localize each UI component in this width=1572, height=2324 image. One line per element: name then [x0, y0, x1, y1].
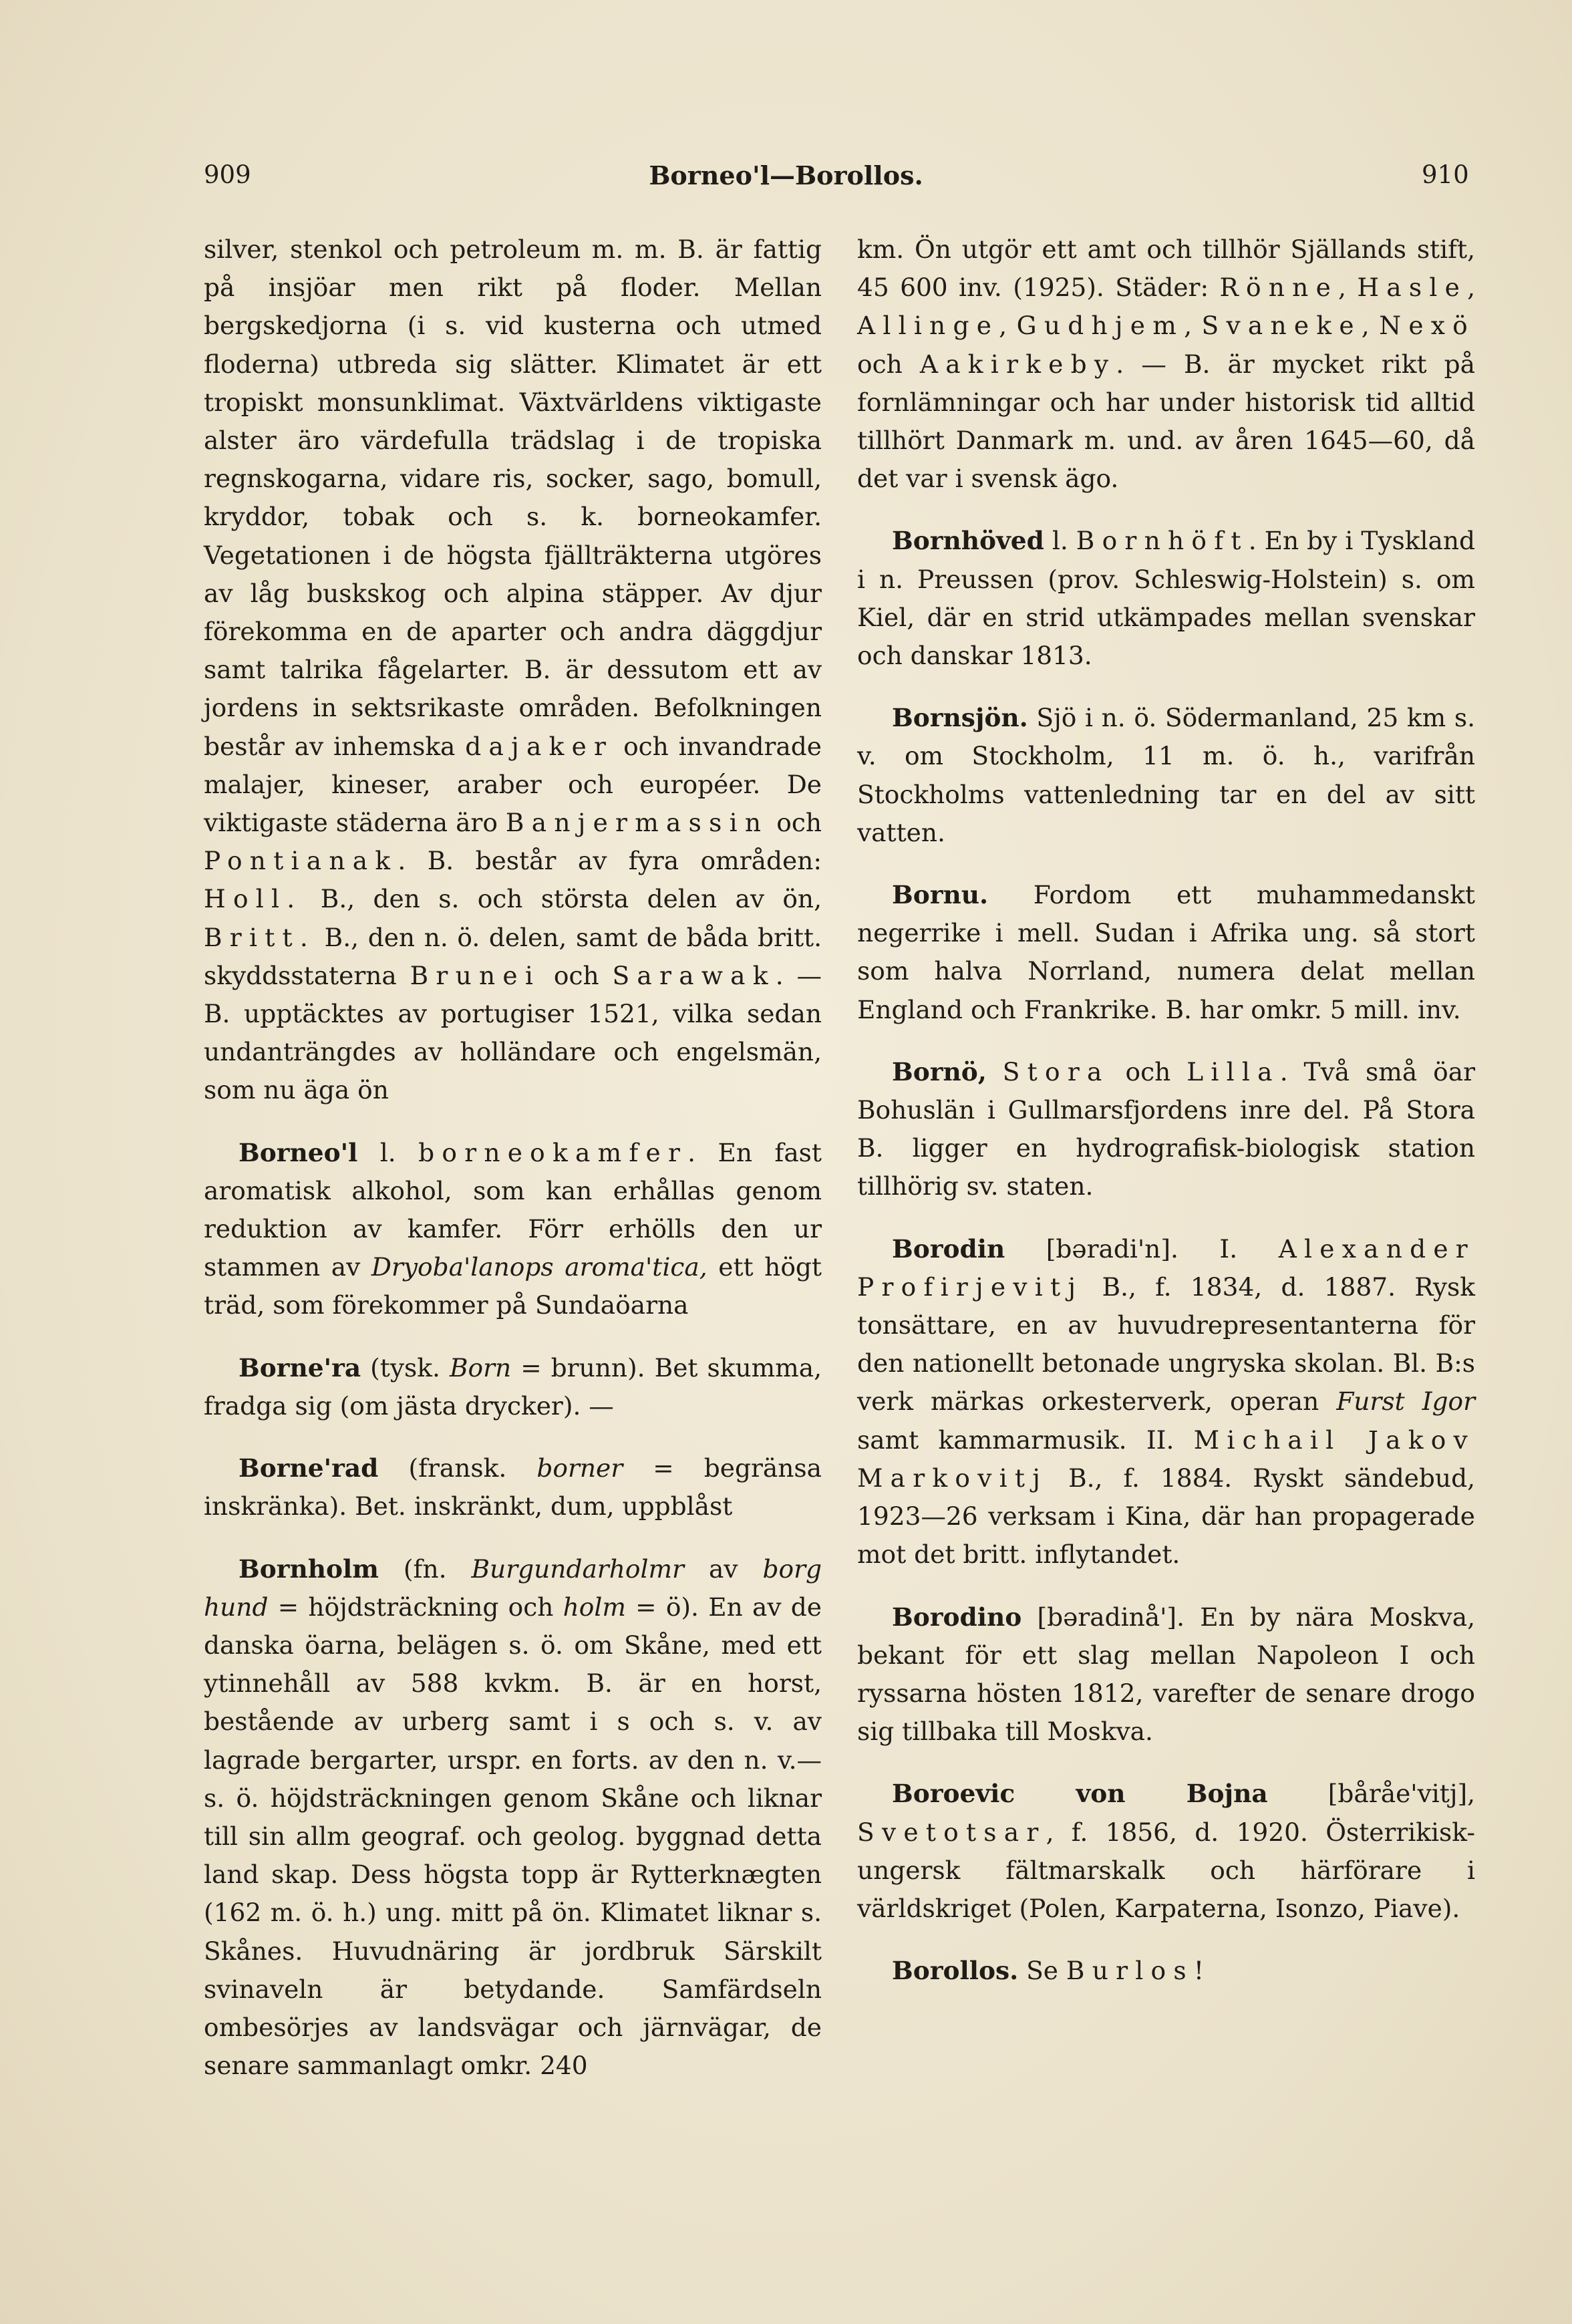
right-column [857, 231, 1475, 1990]
entry-boroevic: Boroevic von Bojna [båråe'vitj], Svetotsar, f. 1856, d. 1920. Österrikisk-ungersk fältmarskalk och härförare i världskriget (Polen, Karpaterna, Isonzo, Piave). [857, 1779, 1475, 1923]
page-number-left: 909 [204, 160, 251, 189]
headword: Bornu. [892, 880, 989, 910]
entry-borno: Bornö, Stora och Lilla. Två små öar Bohuslän i Gullmarsfjordens inre del. På Stora B. ligger en hydrografisk-biologisk station tillhörig sv. staten. [857, 1056, 1475, 1201]
left-column [204, 231, 822, 2085]
entry-bornu: Bornu. Fordom ett muhammedanskt negerrike i mell. Sudan i Afrika ung. så stort som halva Norrland, numera delat mellan England och Frankrike. B. har omkr. 5 mill. inv. [857, 880, 1475, 1024]
headword: Borne'rad [239, 1453, 379, 1483]
headword: Borollos. [892, 1956, 1019, 1986]
headword: Bornhöved [892, 526, 1044, 556]
entry-bornholm-continued: km. Ön utgör ett amt och tillhör Själlands stift, 45 600 inv. (1925). Städer: Rönne, Hasle, Allinge, Gudhjem, Svaneke, Nexö och Aakirkeby. — B. är mycket rikt på fornlämningar och har under historisk tid alltid tillhört Danmark m. und. av åren 1645—60, då det var i svensk ägo. [857, 235, 1476, 494]
running-title: Borneo'l—Borollos. [649, 160, 923, 190]
entry-borneol: Borneo'l l. borneokamfer. En fast aromatisk alkohol, som kan erhållas genom reduktion av kamfer. Förr erhölls den ur stammen av Dryoba'lanops aroma'tica, ett högt träd, som förekommer på Sundaöarna [204, 1137, 822, 1320]
headword: Bornsjön. [892, 703, 1028, 733]
entry-borneo-continued: silver, stenkol och petroleum m. m. B. är fattig på insjöar men rikt på floder. Mellan bergskedjorna (i s. vid kusterna och utmed floderna) utbreda sig slätter. Klimatet är ett tropiskt monsunklimat. Växtvärldens viktigaste alster äro värdefulla trädslag i de tropiska regnskogarna, vidare ris, socker, sago, bomull, kryddor, tobak och s. k. borneokamfer. Vegetationen i de högsta fjällträkterna utgöres av låg buskskog och alpina stäpper. Av djur förekomma en de aparter och andra däggdjur samt talrika fågelarter. B. är dessutom ett av jordens in sektsrikaste områden. Befolkningen består av inhemska dajaker och invandrade malajer, kineser, araber och européer. De viktigaste städerna äro Banjermassin och Pontianak. B. består av fyra områden: Holl. B., den s. och största delen av ön, Britt. B., den n. ö. delen, samt de båda britt. skyddsstaterna Brunei och Sarawak. — B. upptäcktes av portugiser 1521, vilka sedan undanträngdes av holländare och engelsmän, som nu äga ön [204, 235, 822, 1105]
headword: Borodino [892, 1602, 1022, 1632]
page-number-right: 910 [1422, 160, 1469, 189]
page-header [0, 160, 1572, 200]
entry-bornholm: Bornholm (fn. Burgundarholmr av borg hund = höjdsträckning och holm = ö). En av de danska öarna, belägen s. ö. om Skåne, med ett ytinnehåll av 588 kvkm. B. är en horst, bestående av urberg samt i s och s. v. av lagrade bergarter, urspr. en forts. av den n. v.—s. ö. höjdsträckningen genom Skåne och liknar till sin allm geograf. och geolog. byggnad detta land skap. Dess högsta topp är Rytterknægten (162 m. ö. h.) ung. mitt på ön. Klimatet liknar s. Skånes. Huvudnäring är jordbruk Särskilt svinaveln är betydande. Samfärdseln ombesörjes av landsvägar och järnvägar, de senare sammanlagt omkr. 240 [204, 1554, 822, 2081]
entry-borodino: Borodino [bəradinå']. En by nära Moskva, bekant för ett slag mellan Napoleon I och ryssarna hösten 1812, varefter de senare drogo sig tillbaka till Moskva. [857, 1602, 1475, 1747]
entry-bornsjon: Bornsjön. Sjö i n. ö. Södermanland, 25 km s. v. om Stockholm, 11 m. ö. h., varifrån Stockholms vattenledning tar en del av sitt vatten. [857, 703, 1475, 847]
headword: Borneo'l [239, 1137, 358, 1167]
headword: Borne'ra [239, 1352, 361, 1383]
headword: Bornö, [892, 1056, 987, 1086]
entry-bornhoved: Bornhöved l. Bornhöft. En by i Tyskland i n. Preussen (prov. Schleswig-Holstein) s. om Kiel, där en strid utkämpades mellan svenskar och danskar 1813. [857, 526, 1475, 671]
headword: Bornholm [239, 1554, 379, 1584]
entry-bornera: Borne'ra (tysk. Born = brunn). Bet skumma, fradga sig (om jästa drycker). — [204, 1352, 822, 1421]
headword: Borodin [892, 1233, 1005, 1264]
entry-borollos: Borollos. Se Burlos! [892, 1956, 1204, 1986]
entry-borodin: Borodin [bəradi'n]. I. Alexander Profirjevitj B., f. 1834, d. 1887. Rysk tonsättare, en av huvudrepresentanterna för den nationellt betonade ungryska skolan. Bl. B:s verk märkas orkesterverk, operan Furst Igor samt kammarmusik. II. Michail Jakov Markovitj B., f. 1884. Ryskt sändebud, 1923—26 verksam i Kina, där han propagerade mot det britt. inflytandet. [857, 1233, 1475, 1570]
entry-bornerad: Borne'rad (fransk. borner = begränsa inskränka). Bet. inskränkt, dum, uppblåst [204, 1453, 822, 1521]
headword: Boroevic von Bojna [892, 1779, 1268, 1809]
